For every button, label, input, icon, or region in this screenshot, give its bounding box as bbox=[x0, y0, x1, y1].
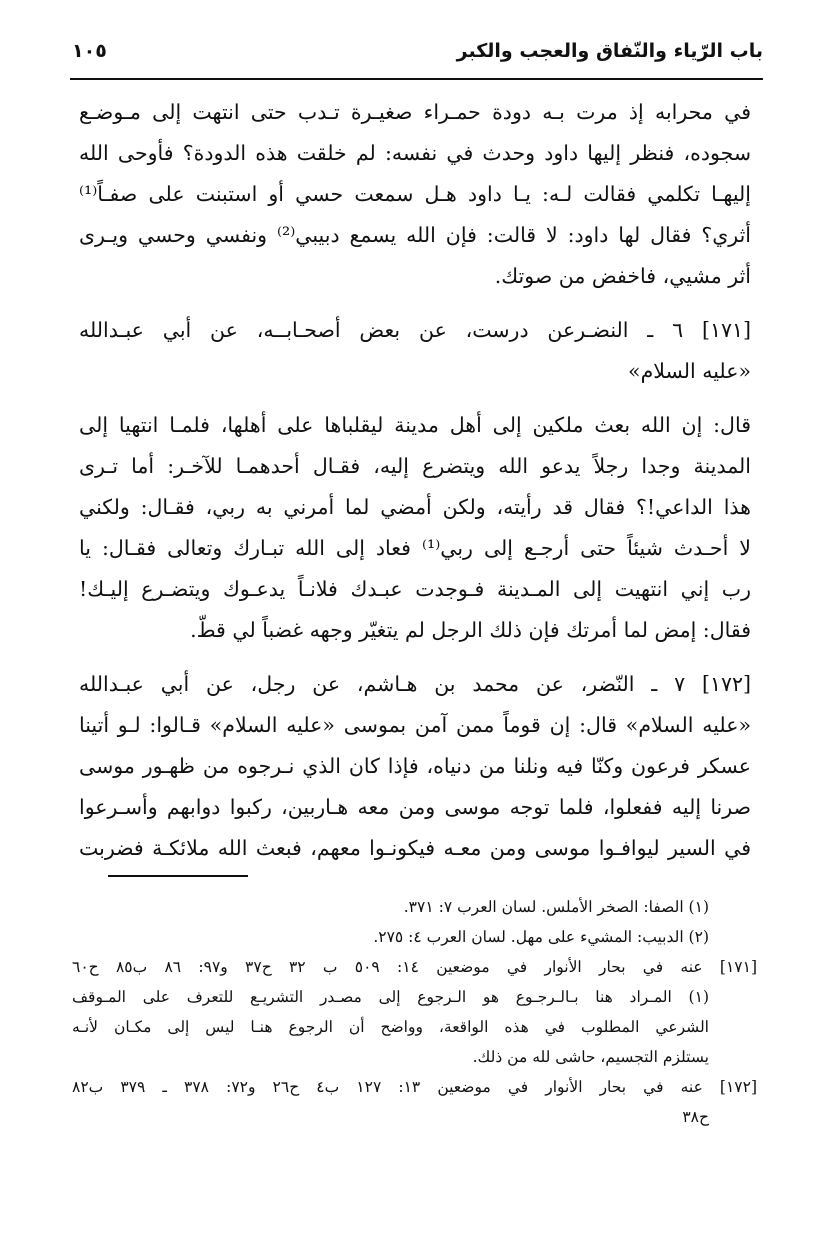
footnote: يستلزم التجسيم، حاشى لله من ذلك. bbox=[472, 1048, 709, 1066]
text-line: عسكر فرعون وكنّا فيه ونلنا من دنياه، فإذا كان الذي نـرجوه من ظهـور موسى bbox=[79, 754, 751, 778]
text-line: أثري؟ فقال لها داود: لا قالت: فإن الله يسمع دبيبي⁽²⁾ ونفسي وحسي ويـرى bbox=[79, 223, 751, 247]
footnotes bbox=[72, 892, 757, 1132]
page-number: ١٠٥ bbox=[72, 40, 107, 62]
footnote: (٢) الدبيب: المشيء على مهل. لسان العرب ٤: ٢٧٥. bbox=[373, 928, 709, 946]
text-line: في محرابه إذ مرت بـه دودة حمـراء صغيـرة تـدب حتى انتهت إلى مـوضـع bbox=[79, 100, 751, 124]
text-line: [١٧٢] ٧ ـ النّضر، عن محمد بن هـاشم، عن رجل، عن أبي عبـدالله bbox=[79, 672, 751, 696]
footnote: الشرعي المطلوب في هذه الواقعة، وواضح أن الرجوع هنـا ليس إلى مكـان لأنـه bbox=[72, 1018, 709, 1036]
text-line: إليهـا تكلمي فقالت لـه: يـا داود هـل سمعت حسي أو استبنت على صفـاً⁽¹⁾ bbox=[79, 182, 751, 206]
text-line: أثر مشيي، فاخفض من صوتك. bbox=[494, 264, 751, 288]
paragraph bbox=[79, 92, 751, 297]
running-title: باب الرّياء والنّفاق والعجب والكبر bbox=[456, 40, 763, 62]
text-line: المدينة وجدا رجلاً يدعو الله ويتضرع إليه، فقـال أحدهمـا للآخـر: أما تـرى bbox=[79, 454, 751, 478]
text-line: «عليه السلام» قال: إن قوماً ممن آمن بموسى «عليه السلام» قـالوا: لـو أتينا bbox=[79, 713, 751, 737]
text-line: [١٧١] ٦ ـ النضـرعن درست، عن بعض أصحـابــه، عن أبي عبـدالله bbox=[79, 318, 751, 342]
hadith-heading bbox=[79, 310, 751, 392]
footnote: (١) الصفا: الصخر الأملس. لسان العرب ٧: ٣٧١. bbox=[403, 898, 709, 916]
footnote: (١) المـراد هنا بـالـرجـوع هو الـرجوع إلى مصـدر التشريـع للتعرف على المـوقف bbox=[72, 988, 709, 1006]
text-line: صرنا إليه ففعلوا، فلما توجه موسى ومن معه هـاربين، ركبوا دوابهم وأسـرعوا bbox=[79, 795, 751, 819]
text-line: «عليه السلام» bbox=[628, 359, 751, 383]
header-rule bbox=[70, 78, 763, 80]
paragraph bbox=[79, 405, 751, 651]
text-line: سجوده، فنظر إليها داود وحدث في نفسه: لم خلقت هذه الدودة؟ فأوحى الله bbox=[79, 141, 751, 165]
footnote-reference: [١٧٢] عنه في بحار الأنوار في موضعين ١٣: ١٢٧ ب٤ ح٢٦ و٧٢: ٣٧٨ ـ ٣٧٩ ب٨٢ bbox=[72, 1078, 757, 1096]
text-line: فقال: إمض لما أمرتك فإن ذلك الرجل لم يتغيّر وجهه غضباً لي قطّ. bbox=[190, 618, 751, 642]
text-line: لا أحـدث شيئاً حتى أرجـع إلى ربي⁽¹⁾ فعاد إلى الله تبـارك وتعالى فقـال: يا bbox=[79, 536, 751, 560]
text-line: رب إني انتهيت إلى المـدينة فـوجدت عبـدك فلانـاً يدعـوك ويتضـرع إليـك! bbox=[79, 577, 751, 601]
text-line: هذا الداعي!؟ فقال قد رأيته، ولكن أمضي لما أمرني به ربي، فقـال: ولكني bbox=[79, 495, 751, 519]
page-header bbox=[70, 34, 763, 78]
text-line: قال: إن الله بعث ملكين إلى أهل مدينة ليقلباها على أهلها، فلمـا انتهيا إلى bbox=[79, 413, 751, 437]
footnote-separator bbox=[108, 875, 248, 877]
hadith-paragraph bbox=[79, 664, 751, 869]
text-line: في السير ليوافـوا موسى ومن معـه فيكونـوا معهم، فبعث الله ملائكـة فضربت bbox=[79, 836, 751, 860]
footnote-reference: ح٣٨ bbox=[682, 1108, 709, 1126]
footnote-reference: [١٧١] عنه في بحار الأنوار في موضعين ١٤: ٥٠٩ ب ٣٢ ح٣٧ و٩٧: ٨٦ ب٨٥ ح٦٠ bbox=[72, 958, 758, 976]
main-text bbox=[79, 92, 751, 869]
